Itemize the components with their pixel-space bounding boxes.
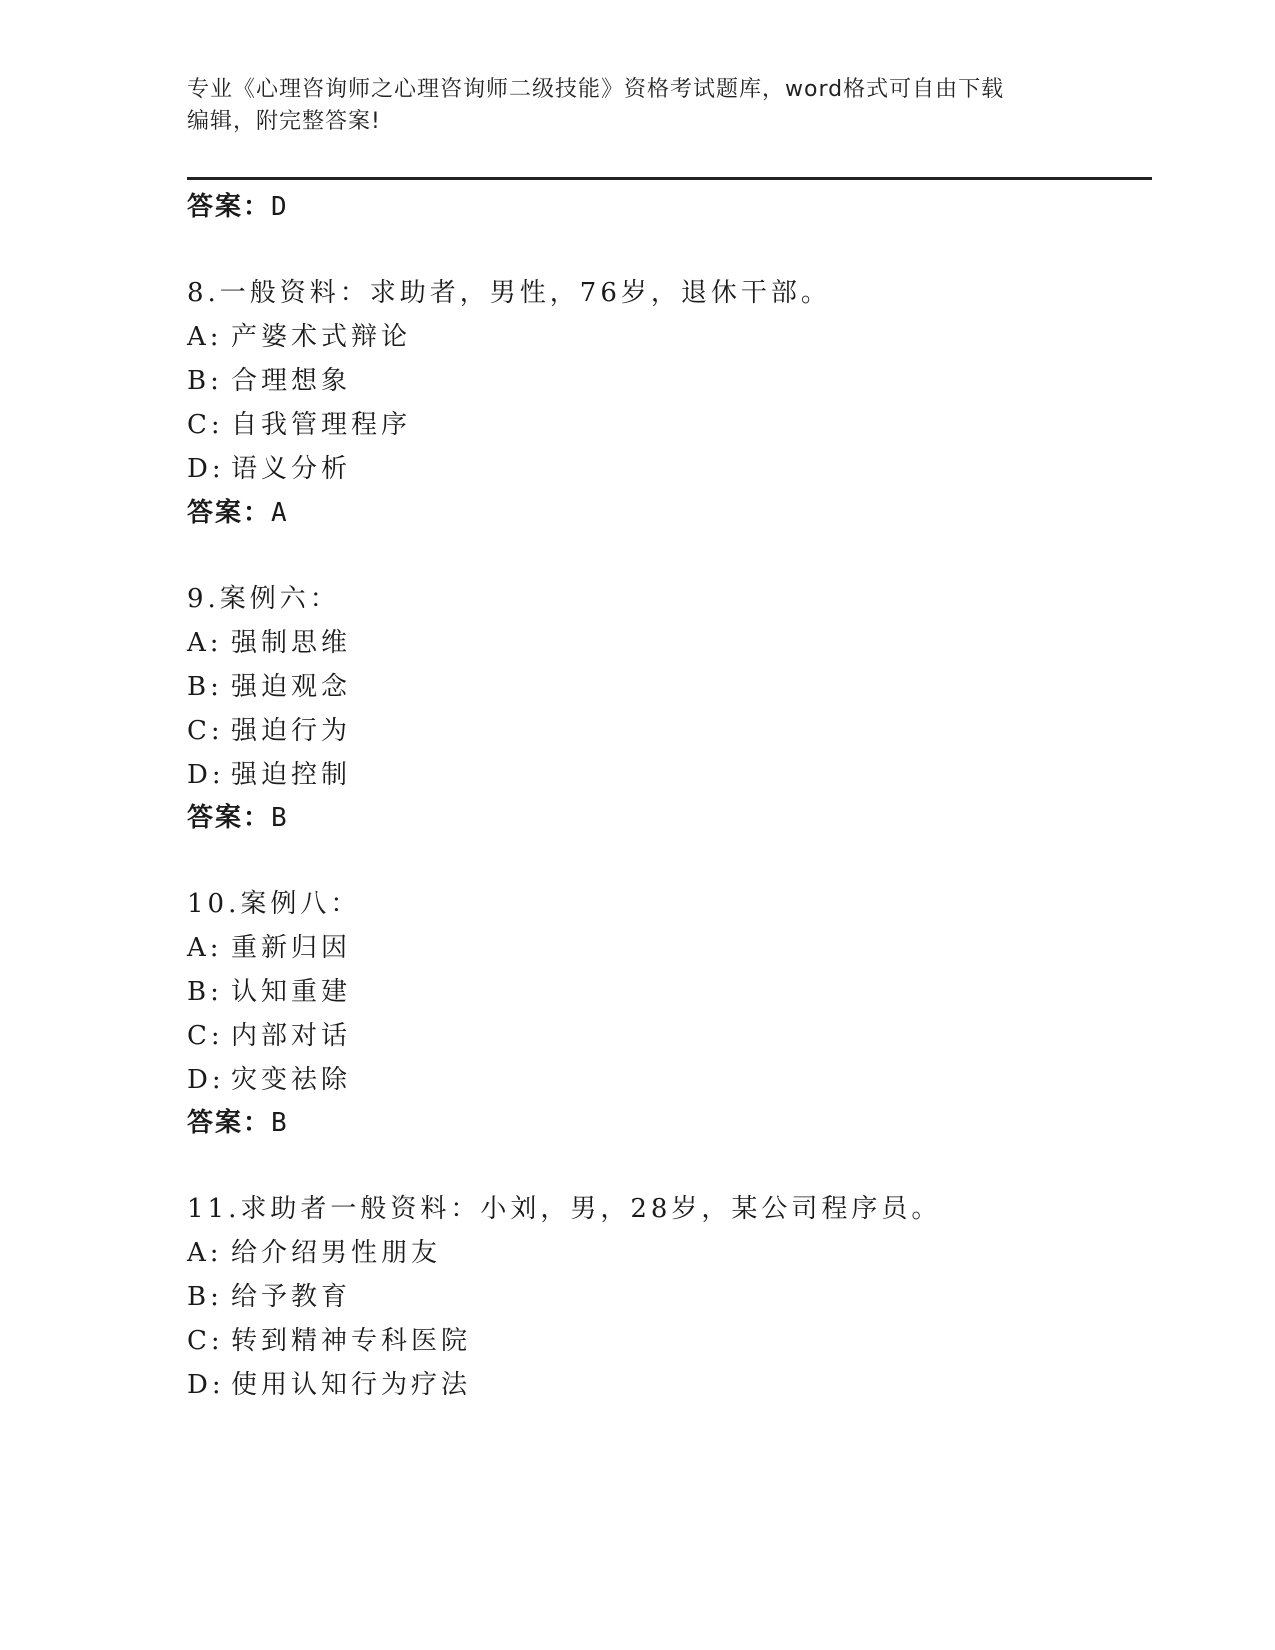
option-text: 重新归因	[231, 933, 352, 963]
option-key: A:	[187, 322, 223, 352]
answer-label: 答案：	[187, 803, 272, 833]
option-b	[187, 666, 351, 703]
answer-value: D	[271, 192, 289, 222]
option-key: C:	[187, 1021, 224, 1051]
option-key: D:	[187, 1370, 225, 1400]
option-text: 强迫控制	[231, 760, 352, 790]
option-key: D:	[187, 760, 225, 790]
answer-label: 答案：	[187, 1108, 272, 1138]
option-a	[187, 1232, 441, 1269]
option-key: C:	[187, 716, 224, 746]
answer-value: B	[271, 803, 289, 833]
option-text: 灾变祛除	[231, 1065, 352, 1095]
option-key: B:	[187, 672, 223, 702]
option-b	[187, 971, 351, 1008]
option-d	[187, 754, 351, 791]
option-c	[187, 1015, 351, 1052]
option-text: 产婆术式辩论	[231, 322, 412, 352]
option-b	[187, 360, 351, 397]
option-key: C:	[187, 410, 224, 440]
option-text: 强迫行为	[231, 716, 352, 746]
option-c	[187, 710, 351, 747]
answer-value: A	[271, 498, 289, 528]
answer-line	[187, 186, 289, 223]
answer-label: 答案：	[187, 498, 272, 528]
option-c	[187, 404, 411, 441]
option-key: A:	[187, 933, 223, 963]
option-c	[187, 1320, 471, 1357]
header-line-2: 编辑，附完整答案!	[187, 109, 381, 134]
question-stem: 10.案例八：	[187, 889, 361, 919]
option-key: B:	[187, 977, 223, 1007]
option-key: B:	[187, 366, 223, 396]
header-divider	[187, 177, 1152, 180]
option-text: 内部对话	[231, 1021, 352, 1051]
option-b	[187, 1276, 351, 1313]
question-stem: 11.求助者一般资料：小刘，男，28岁，某公司程序员。	[187, 1194, 942, 1224]
option-a	[187, 927, 351, 964]
option-text: 强迫观念	[231, 672, 352, 702]
header-line-1: 专业《心理咨询师之心理咨询师二级技能》资格考试题库，word格式可自由下载	[187, 77, 1005, 102]
option-text: 语义分析	[231, 454, 352, 484]
option-text: 给予教育	[231, 1282, 352, 1312]
option-a	[187, 622, 351, 659]
answer-line	[187, 492, 289, 529]
answer-label: 答案：	[187, 192, 272, 222]
option-d	[187, 1059, 351, 1096]
option-key: A:	[187, 628, 223, 658]
option-key: D:	[187, 454, 225, 484]
option-text: 强制思维	[231, 628, 352, 658]
answer-line	[187, 797, 289, 834]
question-stem: 8.一般资料：求助者，男性，76岁，退休干部。	[187, 278, 831, 308]
option-text: 转到精神专科医院	[231, 1326, 472, 1356]
option-a	[187, 316, 411, 353]
page-header	[187, 74, 1077, 138]
option-key: B:	[187, 1282, 223, 1312]
option-key: A:	[187, 1238, 223, 1268]
option-key: C:	[187, 1326, 224, 1356]
option-text: 给介绍男性朋友	[231, 1238, 442, 1268]
option-key: D:	[187, 1065, 225, 1095]
answer-line	[187, 1102, 289, 1139]
option-d	[187, 448, 351, 485]
question-stem: 9.案例六：	[187, 584, 340, 614]
option-text: 使用认知行为疗法	[231, 1370, 472, 1400]
option-text: 认知重建	[231, 977, 352, 1007]
option-d	[187, 1364, 471, 1401]
answer-value: B	[271, 1108, 289, 1138]
option-text: 合理想象	[231, 366, 352, 396]
option-text: 自我管理程序	[231, 410, 412, 440]
